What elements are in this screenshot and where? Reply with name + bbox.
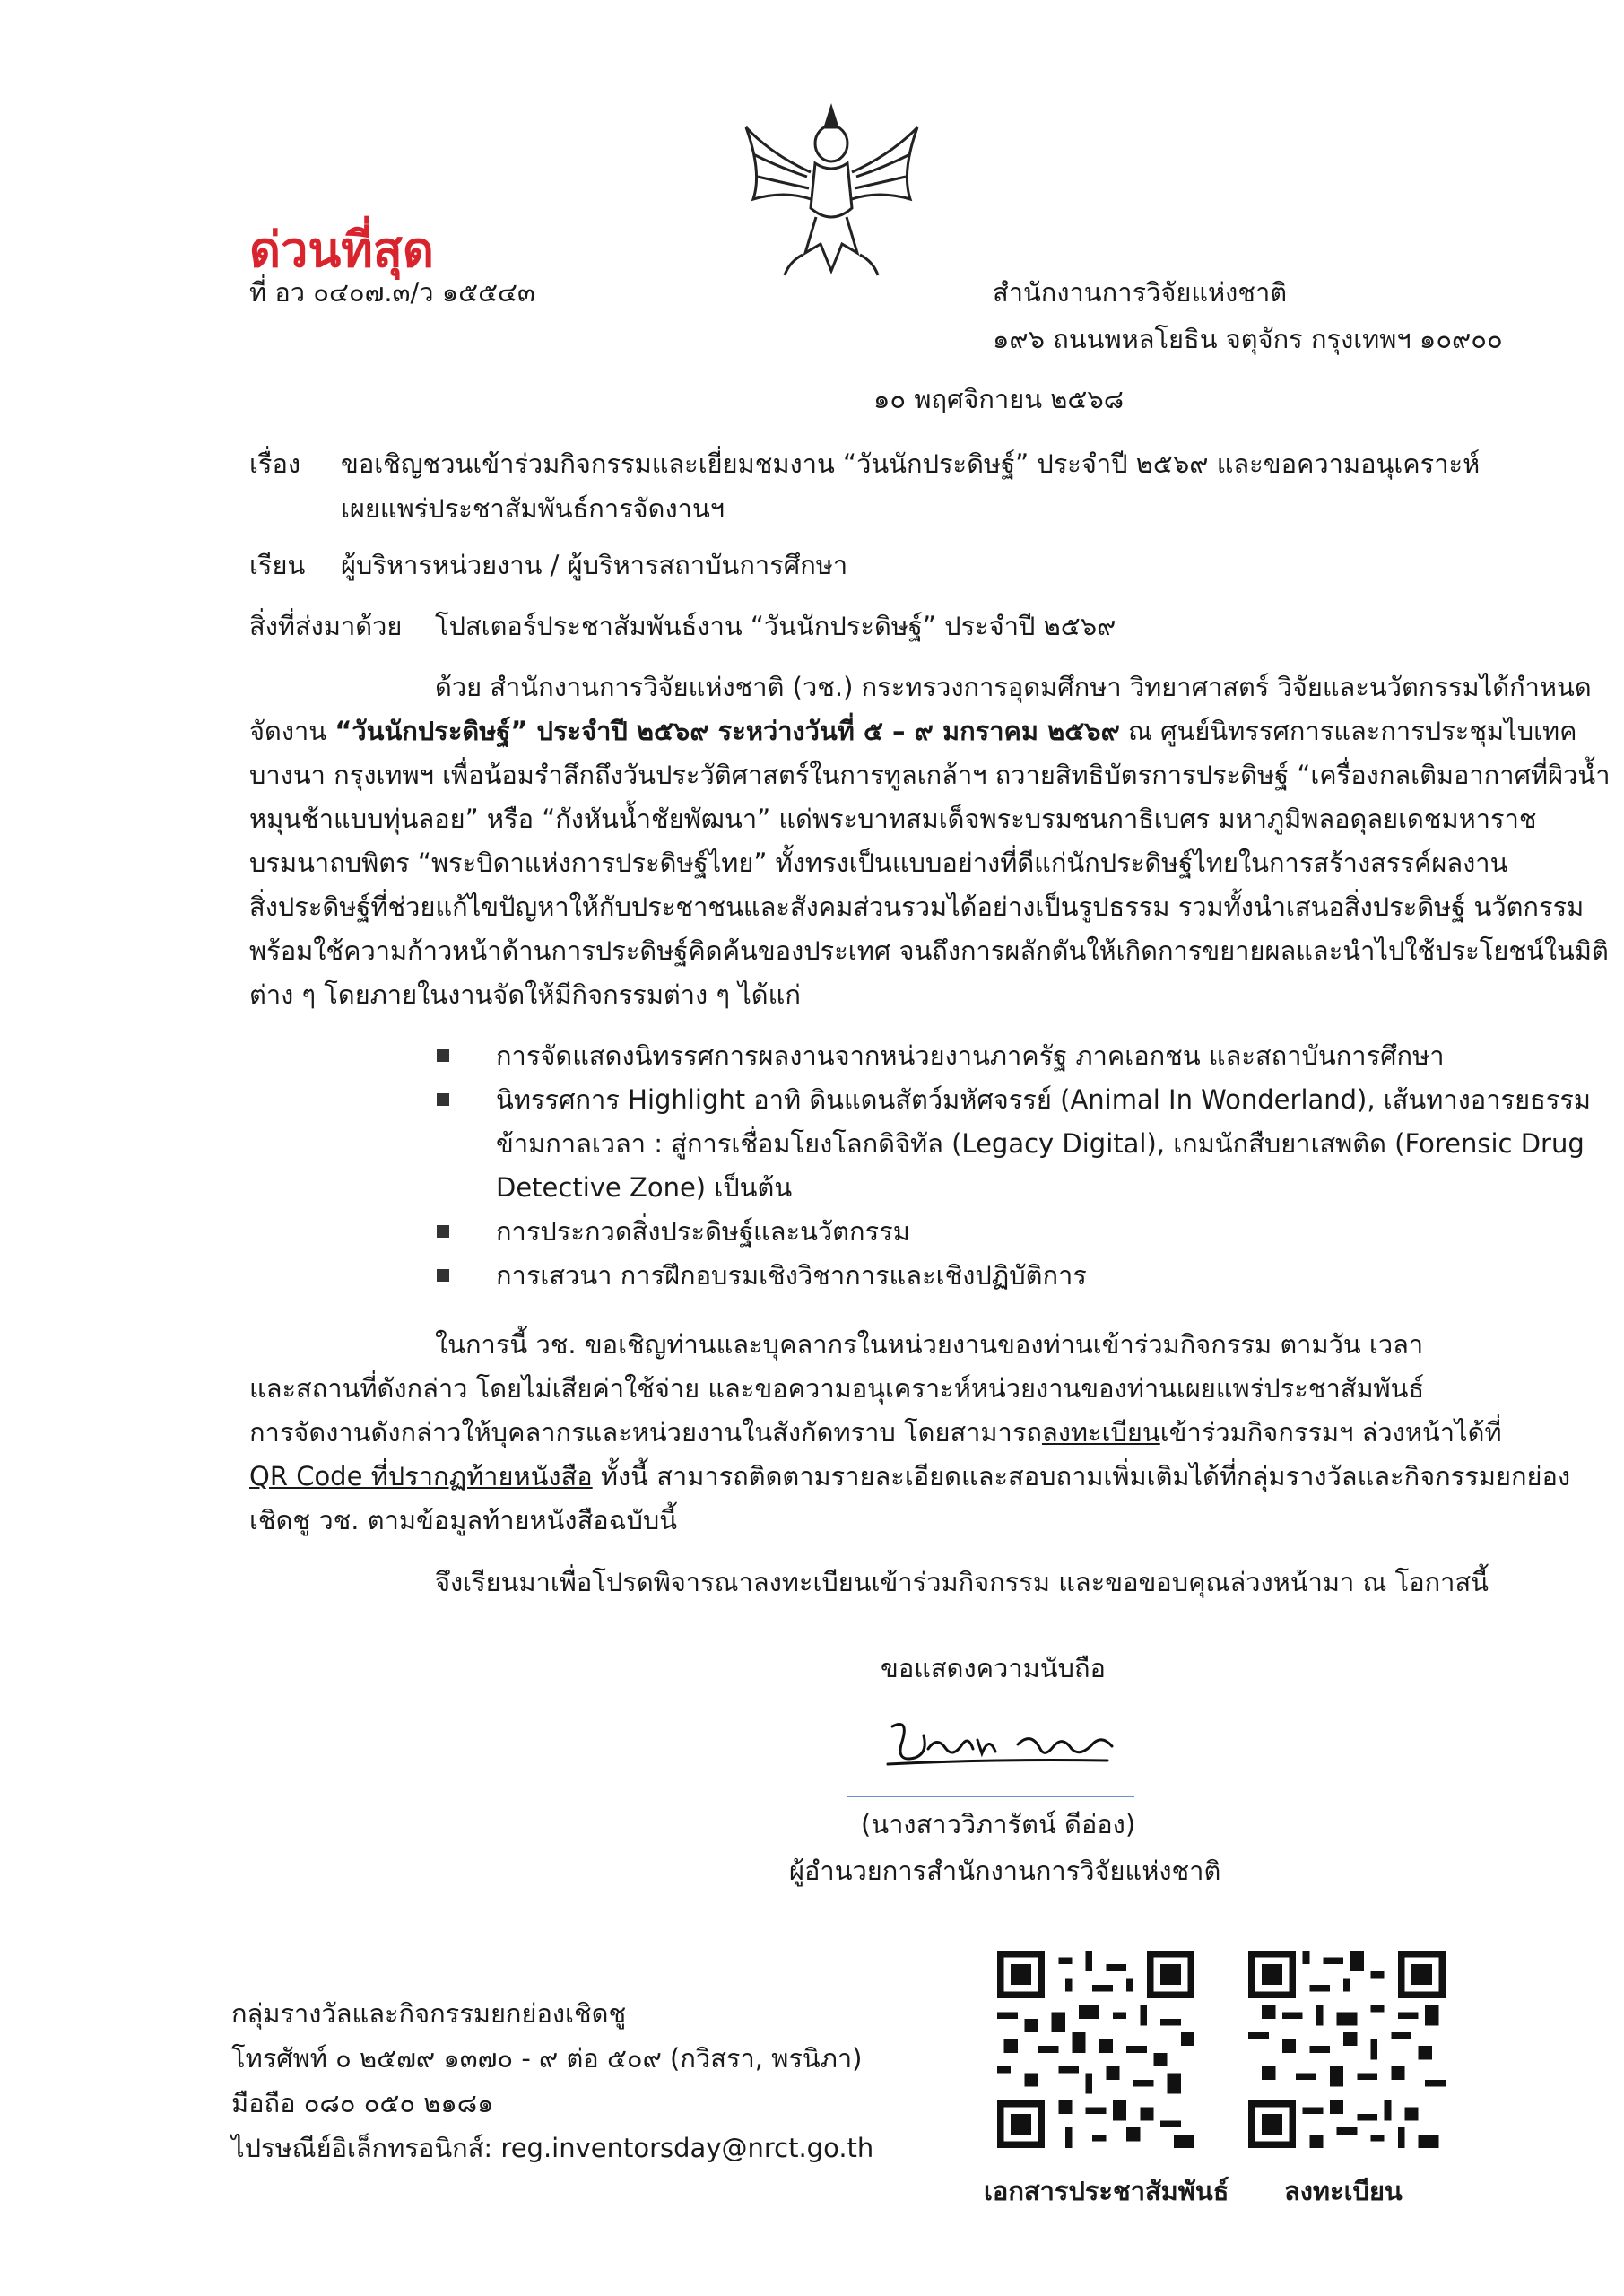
reference-number: ที่ อว ๐๔๐๗.๓/ว ๑๕๕๔๓ [249,277,535,308]
body1-line-5: บรมนาถบพิตร “พระบิดาแห่งการประดิษฐ์ไทย” ทั้งทรงเป็นแบบอย่างที่ดีแก่นักประดิษฐ์ไทยในการสร้างสรรค์ผลงาน [249,848,1508,878]
bullet-icon [437,1269,449,1282]
to-label: เรียน [249,550,306,580]
signature-icon [883,1709,1121,1780]
register-link[interactable]: ลงทะเบียน [1041,1417,1160,1448]
body1-line-7: พร้อมใช้ความก้าวหน้าด้านการประดิษฐ์คิดค้นของประเทศ จนถึงการผลักดันให้เกิดการขยายผลและนำไปใช้ประโยชน์ในมิติ [249,935,1609,966]
signer-title: ผู้อำนวยการสำนักงานการวิจัยแห่งชาติ [789,1856,1221,1886]
activity-item-1: การจัดแสดงนิทรรศการผลงานจากหน่วยงานภาครัฐ ภาคเอกชน และสถาบันการศึกษา [496,1040,1445,1071]
regards-text: ขอแสดงความนับถือ [881,1653,1106,1683]
body1-line-8: ต่าง ๆ โดยภายในงานจัดให้มีกิจกรรมต่าง ๆ ได้แก่ [249,979,801,1010]
subject-label: เรื่อง [249,448,301,479]
garuda-emblem-icon [735,100,928,280]
bullet-icon [437,1093,449,1106]
body2-line-2: และสถานที่ดังกล่าว โดยไม่เสียค่าใช้จ่าย และขอความอนุเคราะห์หน่วยงานของท่านเผยแพร่ประชาสัมพันธ์ [249,1373,1425,1404]
body2-line-5: เชิดชู วช. ตามข้อมูลท้ายหนังสือฉบับนี้ [249,1505,678,1535]
enclosure-value: โปสเตอร์ประชาสัมพันธ์งาน “วันนักประดิษฐ์” ประจำปี ๒๕๖๙ [435,611,1116,641]
subject-line-2: เผยแพร่ประชาสัมพันธ์การจัดงานฯ [341,493,725,524]
bullet-icon [437,1049,449,1062]
activity-item-2-line-2: ข้ามกาลเวลา : สู่การเชื่อมโยงโลกดิจิทัล (Legacy Digital), เกมนักสืบยาเสพติด (Forensic Drug [496,1128,1585,1159]
contact-phone: โทรศัพท์ ๐ ๒๕๗๙ ๑๓๗๐ - ๙ ต่อ ๕๐๙ (กวิสรา, พรนิภา) [231,2043,863,2074]
document-qr-caption: เอกสารประชาสัมพันธ์ [984,2176,1229,2206]
body2-line-4: QR Code ที่ปรากฏท้ายหนังสือ ทั้งนี้ สามารถติดตามรายละเอียดและสอบถามเพิ่มเติมได้ที่กลุ่มรางวัลและกิจกรรมยกย่อง [249,1461,1571,1492]
document-date: ๑๐ พฤศจิกายน ๒๕๖๘ [873,384,1125,414]
enclosure-label: สิ่งที่ส่งมาด้วย [249,611,403,641]
body1-line-2: จัดงาน “วันนักประดิษฐ์” ประจำปี ๒๕๖๙ ระหว่างวันที่ ๕ – ๙ มกราคม ๒๕๖๙ ณ ศูนย์นิทรรศการและการประชุมไบเทค [249,716,1577,746]
event-highlight: “วันนักประดิษฐ์” ประจำปี ๒๕๖๙ ระหว่างวันที่ ๕ – ๙ มกราคม ๒๕๖๙ [334,716,1120,746]
to-value: ผู้บริหารหน่วยงาน / ผู้บริหารสถาบันการศึกษา [341,550,848,580]
bullet-icon [437,1225,449,1238]
activity-item-2-line-1: นิทรรศการ Highlight อาทิ ดินแดนสัตว์มหัศจรรย์ (Animal In Wonderland), เส้นทางอารยธรรม [496,1084,1592,1115]
signature-underline [847,1796,1134,1797]
contact-email[interactable]: ไปรษณีย์อิเล็กทรอนิกส์: reg.inventorsday@nrct.go.th [231,2133,874,2163]
organization-address: ๑๙๖ ถนนพหลโยธิน จตุจักร กรุงเทพฯ ๑๐๙๐๐ [993,324,1503,354]
body2-line-3: การจัดงานดังกล่าวให้บุคลากรและหน่วยงานในสังกัดทราบ โดยสามารถลงทะเบียนเข้าร่วมกิจกรรมฯ ล่วงหน้าได้ที่ [249,1417,1502,1448]
activity-item-2-line-3: Detective Zone) เป็นต้น [496,1172,793,1203]
body1-line-4: หมุนช้าแบบทุ่นลอย” หรือ “กังหันน้ำชัยพัฒนา” แด่พระบาทสมเด็จพระบรมชนกาธิเบศร มหาภูมิพลอดุลยเดชมหาราช [249,804,1537,834]
organization-name: สำนักงานการวิจัยแห่งชาติ [993,277,1288,308]
contact-department: กลุ่มรางวัลและกิจกรรมยกย่องเชิดชู [231,1998,627,2029]
closing-line: จึงเรียนมาเพื่อโปรดพิจารณาลงทะเบียนเข้าร่วมกิจกรรม และขอขอบคุณล่วงหน้ามา ณ โอกาสนี้ [435,1567,1489,1597]
registration-qr-caption: ลงทะเบียน [1284,2176,1403,2206]
body1-line-6: สิ่งประดิษฐ์ที่ช่วยแก้ไขปัญหาให้กับประชาชนและสังคมส่วนรวมได้อย่างเป็นรูปธรรม รวมทั้งนำเสนอสิ่งประดิษฐ์ นวัตกรรม [249,891,1585,922]
activity-item-4: การเสวนา การฝึกอบรมเชิงวิชาการและเชิงปฏิบัติการ [496,1260,1087,1291]
subject-line-1: ขอเชิญชวนเข้าร่วมกิจกรรมและเยี่ยมชมงาน “วันนักประดิษฐ์” ประจำปี ๒๕๖๙ และขอความอนุเคราะห์ [341,448,1481,479]
contact-mobile: มือถือ ๐๘๐ ๐๕๐ ๒๑๘๑ [231,2088,494,2118]
registration-qr-code-icon[interactable] [1248,1951,1446,2148]
urgency-label: ด่วนที่สุด [249,222,434,278]
signer-name: (นางสาววิภารัตน์ ดีอ่อง) [861,1809,1136,1839]
body1-line-1: ด้วย สำนักงานการวิจัยแห่งชาติ (วช.) กระทรวงการอุดมศึกษา วิทยาศาสตร์ วิจัยและนวัตกรรมได้กำหนด [435,672,1592,702]
document-qr-code-icon[interactable] [997,1951,1194,2148]
activity-item-3: การประกวดสิ่งประดิษฐ์และนวัตกรรม [496,1216,910,1247]
body2-line-1: ในการนี้ วช. ขอเชิญท่านและบุคลากรในหน่วยงานของท่านเข้าร่วมกิจกรรม ตามวัน เวลา [435,1329,1424,1360]
qr-code-link[interactable]: QR Code ที่ปรากฏท้ายหนังสือ [249,1461,593,1492]
body1-line-3: บางนา กรุงเทพฯ เพื่อน้อมรำลึกถึงวันประวัติศาสตร์ในการทูลเกล้าฯ ถวายสิทธิบัตรการประดิษฐ์ “เครื่องกลเติมอากาศที่ผิวน้ำ [249,760,1611,790]
